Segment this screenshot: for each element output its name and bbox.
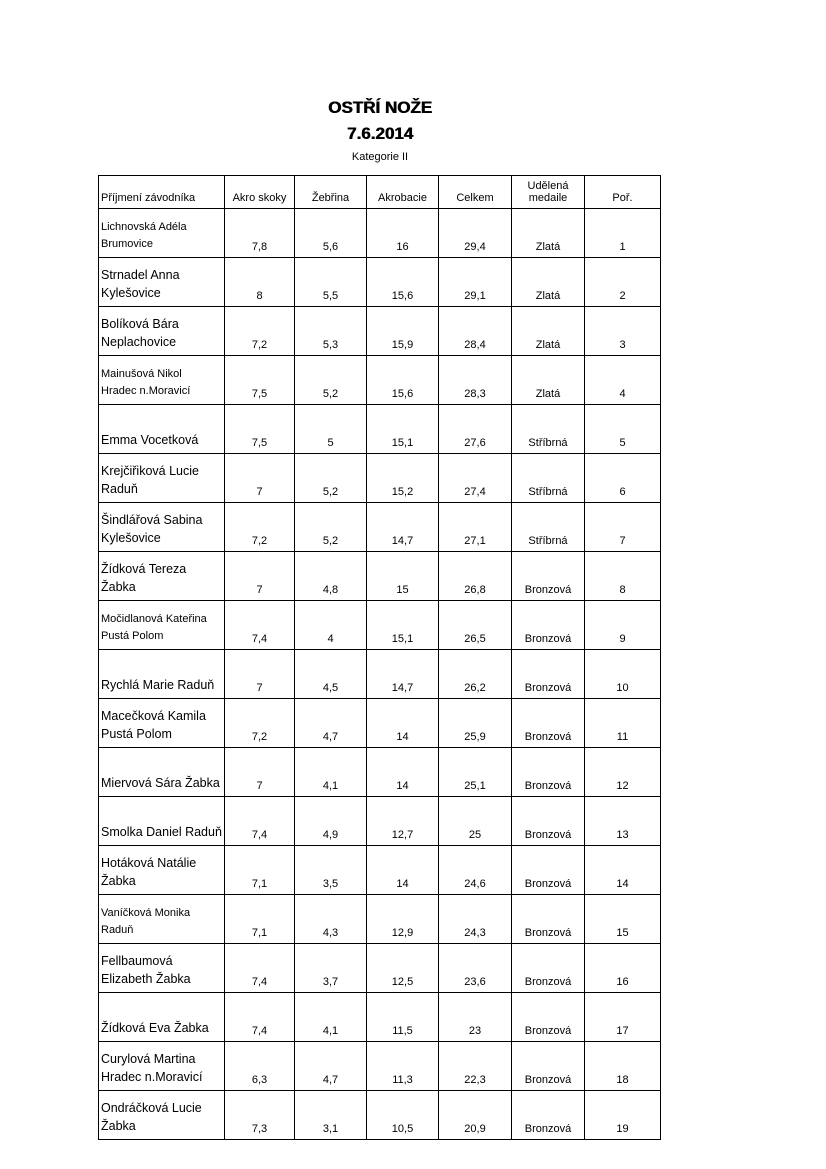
rank: 9	[585, 601, 661, 650]
akro-skoky-score: 7,2	[225, 699, 295, 748]
total-score: 27,6	[439, 405, 512, 454]
zebrina-score: 5,6	[295, 209, 367, 258]
total-score: 27,4	[439, 454, 512, 503]
competitor-name-line: Raduň	[101, 924, 134, 936]
rank: 4	[585, 356, 661, 405]
medal: Bronzová	[512, 846, 585, 895]
results-table	[98, 175, 661, 1140]
table-row	[99, 552, 661, 601]
competitor-name-line: Žabka	[101, 580, 136, 594]
competitor-name-line: Neplachovice	[101, 335, 177, 349]
zebrina-score: 5,2	[295, 454, 367, 503]
akro-skoky-score: 7,8	[225, 209, 295, 258]
akro-skoky-score: 7	[225, 650, 295, 699]
zebrina-score: 4	[295, 601, 367, 650]
competitor-name	[99, 454, 225, 503]
competitor-name-line: Šindlářová Sabina	[101, 513, 203, 527]
competitor-name	[99, 356, 225, 405]
akrobacie-score: 14	[367, 748, 439, 797]
table-row	[99, 797, 661, 846]
medal: Zlatá	[512, 356, 585, 405]
zebrina-score: 5,2	[295, 356, 367, 405]
competitor-name	[99, 699, 225, 748]
akrobacie-score: 15,9	[367, 307, 439, 356]
competitor-name-line: Macečková Kamila	[101, 709, 206, 723]
event-date: 7.6.2014	[346, 124, 414, 143]
competitor-name	[99, 1091, 225, 1140]
akrobacie-score: 14	[367, 699, 439, 748]
zebrina-score: 5,5	[295, 258, 367, 307]
competitor-name-line: Smolka Daniel Raduň	[101, 825, 222, 839]
competitor-name-line: Hradec n.Moravicí	[101, 385, 191, 397]
header-row	[99, 176, 661, 209]
total-score: 20,9	[439, 1091, 512, 1140]
competitor-name	[99, 503, 225, 552]
akro-skoky-score: 7,1	[225, 846, 295, 895]
akro-skoky-score: 7,4	[225, 797, 295, 846]
total-score: 23	[439, 993, 512, 1042]
table-row	[99, 699, 661, 748]
rank: 13	[585, 797, 661, 846]
total-score: 22,3	[439, 1042, 512, 1091]
competitor-name	[99, 307, 225, 356]
medal: Zlatá	[512, 258, 585, 307]
akrobacie-score: 11,3	[367, 1042, 439, 1091]
table-row	[99, 209, 661, 258]
competitor-name-line: Krejčiřiková Lucie	[101, 464, 199, 478]
rank: 12	[585, 748, 661, 797]
akrobacie-score: 12,5	[367, 944, 439, 993]
table-row	[99, 601, 661, 650]
table-row	[99, 503, 661, 552]
table-row	[99, 650, 661, 699]
table-row	[99, 307, 661, 356]
total-score: 24,3	[439, 895, 512, 944]
rank: 2	[585, 258, 661, 307]
table-row	[99, 993, 661, 1042]
akrobacie-score: 15,2	[367, 454, 439, 503]
rank: 7	[585, 503, 661, 552]
column-header-name: Příjmení závodníka	[99, 176, 225, 209]
total-score: 25,9	[439, 699, 512, 748]
competitor-name	[99, 601, 225, 650]
zebrina-score: 3,7	[295, 944, 367, 993]
column-header-akro-skoky: Akro skoky	[225, 176, 295, 209]
total-score: 25	[439, 797, 512, 846]
competitor-name-line: Rychlá Marie Raduň	[101, 678, 215, 692]
akro-skoky-score: 7	[225, 552, 295, 601]
competitor-name-line: Brumovice	[101, 238, 153, 250]
competitor-name-line: Žídková Tereza	[101, 562, 187, 576]
competitor-name-line: Ondráčková Lucie	[101, 1101, 202, 1115]
medal: Stříbrná	[512, 405, 585, 454]
total-score: 29,1	[439, 258, 512, 307]
table-row	[99, 748, 661, 797]
medal: Stříbrná	[512, 454, 585, 503]
table-row	[99, 1042, 661, 1091]
column-header-poradi: Poř.	[585, 176, 661, 209]
total-score: 29,4	[439, 209, 512, 258]
rank: 17	[585, 993, 661, 1042]
rank: 10	[585, 650, 661, 699]
competitor-name	[99, 1042, 225, 1091]
page-title: OSTŘÍ NOŽE	[328, 98, 432, 117]
competitor-name	[99, 797, 225, 846]
zebrina-score: 4,1	[295, 748, 367, 797]
rank: 3	[585, 307, 661, 356]
category-label: Kategorie II	[351, 151, 409, 163]
competitor-name-line: Močidlanová Kateřina	[101, 613, 207, 625]
zebrina-score: 5	[295, 405, 367, 454]
competitor-name-line: Emma Vocetková	[101, 433, 199, 447]
total-score: 24,6	[439, 846, 512, 895]
competitor-name-line: Hotáková Natálie	[101, 856, 197, 870]
medal: Bronzová	[512, 650, 585, 699]
zebrina-score: 4,3	[295, 895, 367, 944]
total-score: 25,1	[439, 748, 512, 797]
competitor-name-line: Bolíková Bára	[101, 317, 179, 331]
akro-skoky-score: 7,4	[225, 993, 295, 1042]
competitor-name-line: Miervová Sára Žabka	[101, 776, 220, 790]
medal: Bronzová	[512, 601, 585, 650]
medal: Bronzová	[512, 944, 585, 993]
medal: Bronzová	[512, 797, 585, 846]
column-header-zebrina: Žebřina	[295, 176, 367, 209]
table-row	[99, 895, 661, 944]
competitor-name-line: Pustá Polom	[101, 630, 164, 642]
rank: 19	[585, 1091, 661, 1140]
zebrina-score: 4,7	[295, 699, 367, 748]
table-row	[99, 405, 661, 454]
medal: Bronzová	[512, 993, 585, 1042]
competitor-name	[99, 846, 225, 895]
akrobacie-score: 14,7	[367, 503, 439, 552]
medal: Bronzová	[512, 748, 585, 797]
column-header-akrobacie: Akrobacie	[367, 176, 439, 209]
zebrina-score: 3,1	[295, 1091, 367, 1140]
table-row	[99, 846, 661, 895]
medal: Bronzová	[512, 1091, 585, 1140]
rank: 18	[585, 1042, 661, 1091]
akrobacie-score: 14,7	[367, 650, 439, 699]
competitor-name-line: Mainušová Nikol	[101, 368, 182, 380]
competitor-name	[99, 258, 225, 307]
rank: 11	[585, 699, 661, 748]
competitor-name-line: Raduň	[101, 482, 138, 496]
medal: Bronzová	[512, 895, 585, 944]
akro-skoky-score: 7,5	[225, 405, 295, 454]
competitor-name	[99, 552, 225, 601]
akro-skoky-score: 6,3	[225, 1042, 295, 1091]
medal: Zlatá	[512, 307, 585, 356]
akro-skoky-score: 7	[225, 748, 295, 797]
total-score: 28,4	[439, 307, 512, 356]
competitor-name	[99, 209, 225, 258]
zebrina-score: 4,8	[295, 552, 367, 601]
table-row	[99, 1091, 661, 1140]
akro-skoky-score: 7,5	[225, 356, 295, 405]
akro-skoky-score: 7,4	[225, 944, 295, 993]
akrobacie-score: 15,6	[367, 258, 439, 307]
akrobacie-score: 12,7	[367, 797, 439, 846]
medal: Bronzová	[512, 552, 585, 601]
akrobacie-score: 12,9	[367, 895, 439, 944]
akrobacie-score: 10,5	[367, 1091, 439, 1140]
akro-skoky-score: 7,3	[225, 1091, 295, 1140]
rank: 5	[585, 405, 661, 454]
rank: 1	[585, 209, 661, 258]
rank: 8	[585, 552, 661, 601]
competitor-name-line: Kylešovice	[101, 531, 161, 545]
akrobacie-score: 15	[367, 552, 439, 601]
zebrina-score: 4,7	[295, 1042, 367, 1091]
competitor-name	[99, 944, 225, 993]
table-row	[99, 356, 661, 405]
total-score: 26,5	[439, 601, 512, 650]
competitor-name-line: Kylešovice	[101, 286, 161, 300]
competitor-name-line: Žabka	[101, 874, 136, 888]
competitor-name-line: Curylová Martina	[101, 1052, 196, 1066]
akro-skoky-score: 8	[225, 258, 295, 307]
akrobacie-score: 16	[367, 209, 439, 258]
total-score: 27,1	[439, 503, 512, 552]
akrobacie-score: 14	[367, 846, 439, 895]
akro-skoky-score: 7,4	[225, 601, 295, 650]
akro-skoky-score: 7,1	[225, 895, 295, 944]
akro-skoky-score: 7,2	[225, 503, 295, 552]
total-score: 26,8	[439, 552, 512, 601]
medal: Bronzová	[512, 1042, 585, 1091]
zebrina-score: 4,5	[295, 650, 367, 699]
medal: Zlatá	[512, 209, 585, 258]
competitor-name-line: Fellbaumová	[101, 954, 173, 968]
akro-skoky-score: 7	[225, 454, 295, 503]
rank: 16	[585, 944, 661, 993]
table-row	[99, 454, 661, 503]
competitor-name-line: Lichnovská Adéla	[101, 221, 187, 233]
competitor-name-line: Pustá Polom	[101, 727, 172, 741]
table-row	[99, 258, 661, 307]
column-header-celkem: Celkem	[439, 176, 512, 209]
competitor-name-line: Žabka	[101, 1119, 136, 1133]
rank: 6	[585, 454, 661, 503]
zebrina-score: 4,9	[295, 797, 367, 846]
column-header-medaile: Udělená medaile	[512, 176, 585, 209]
akrobacie-score: 15,6	[367, 356, 439, 405]
total-score: 28,3	[439, 356, 512, 405]
competitor-name-line: Elizabeth Žabka	[101, 972, 191, 986]
competitor-name-line: Hradec n.Moravicí	[101, 1070, 203, 1084]
akrobacie-score: 15,1	[367, 405, 439, 454]
akro-skoky-score: 7,2	[225, 307, 295, 356]
zebrina-score: 4,1	[295, 993, 367, 1042]
akrobacie-score: 11,5	[367, 993, 439, 1042]
rank: 14	[585, 846, 661, 895]
table-row	[99, 944, 661, 993]
competitor-name	[99, 993, 225, 1042]
competitor-name-line: Vaníčková Monika	[101, 907, 191, 919]
zebrina-score: 3,5	[295, 846, 367, 895]
competitor-name	[99, 748, 225, 797]
medal: Bronzová	[512, 699, 585, 748]
total-score: 26,2	[439, 650, 512, 699]
competitor-name-line: Strnadel Anna	[101, 268, 180, 282]
total-score: 23,6	[439, 944, 512, 993]
zebrina-score: 5,2	[295, 503, 367, 552]
akrobacie-score: 15,1	[367, 601, 439, 650]
zebrina-score: 5,3	[295, 307, 367, 356]
competitor-name	[99, 650, 225, 699]
competitor-name	[99, 895, 225, 944]
rank: 15	[585, 895, 661, 944]
competitor-name-line: Žídková Eva Žabka	[101, 1021, 209, 1035]
medal: Stříbrná	[512, 503, 585, 552]
competitor-name	[99, 405, 225, 454]
